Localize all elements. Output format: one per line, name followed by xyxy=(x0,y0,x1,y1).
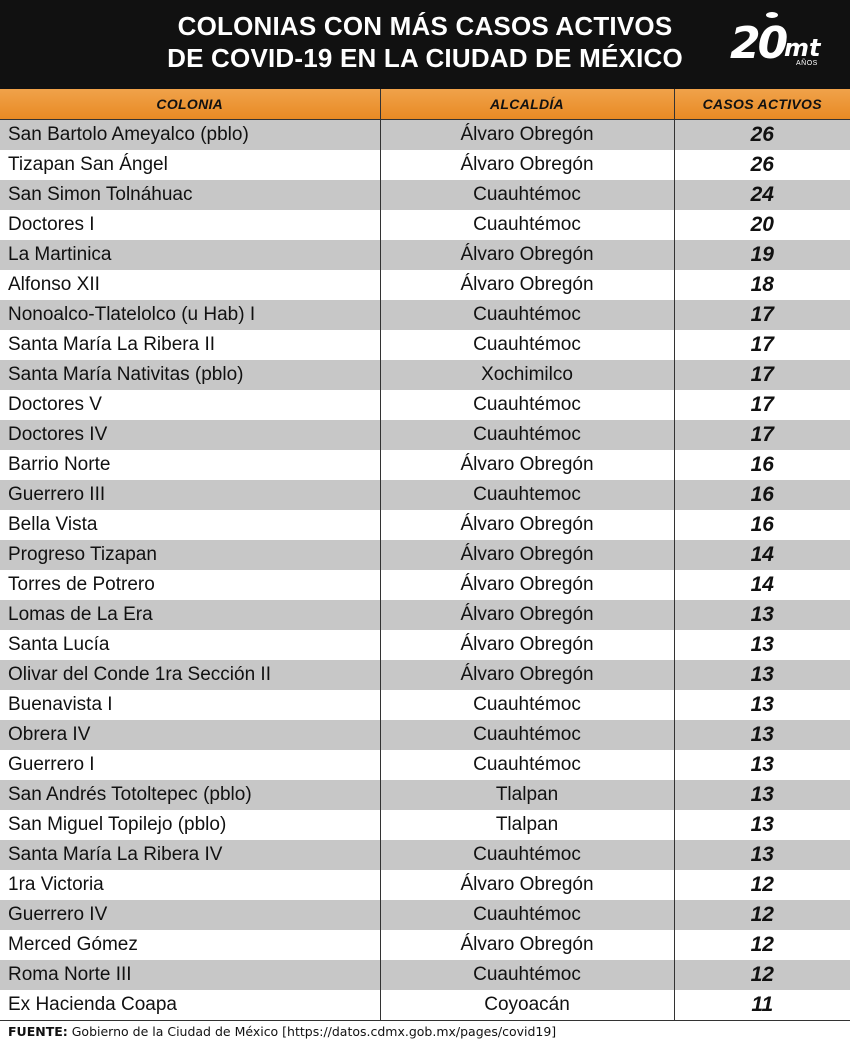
table-row xyxy=(0,900,850,930)
header-casos-activos: CASOS ACTIVOS xyxy=(674,89,850,120)
cell-casos-activos: 20 xyxy=(674,210,850,240)
cell-alcaldia: Álvaro Obregón xyxy=(380,450,674,480)
header-colonia: COLONIA xyxy=(0,89,380,120)
table-row xyxy=(0,270,850,300)
logo-text: mt xyxy=(784,34,821,62)
header-alcaldia: ALCALDÍA xyxy=(380,89,674,120)
table-row xyxy=(0,720,850,750)
cell-casos-activos: 13 xyxy=(674,720,850,750)
table-row xyxy=(0,300,850,330)
cell-colonia: Santa María La Ribera II xyxy=(0,330,380,360)
table-row xyxy=(0,630,850,660)
cell-alcaldia: Cuauhtemoc xyxy=(380,480,674,510)
cell-colonia: Torres de Potrero xyxy=(0,570,380,600)
cell-alcaldia: Cuauhtémoc xyxy=(380,330,674,360)
title-line-1: COLONIAS CON MÁS CASOS ACTIVOS xyxy=(177,11,673,41)
cell-colonia: Buenavista I xyxy=(0,690,380,720)
cell-alcaldia: Cuauhtémoc xyxy=(380,900,674,930)
table-row xyxy=(0,480,850,510)
cell-alcaldia: Cuauhtémoc xyxy=(380,690,674,720)
cell-casos-activos: 24 xyxy=(674,180,850,210)
cell-casos-activos: 17 xyxy=(674,420,850,450)
table-row xyxy=(0,210,850,240)
cell-casos-activos: 12 xyxy=(674,960,850,990)
cell-alcaldia: Cuauhtémoc xyxy=(380,750,674,780)
cell-colonia: Bella Vista xyxy=(0,510,380,540)
table-row xyxy=(0,570,850,600)
title-line-2: DE COVID-19 EN LA CIUDAD DE MÉXICO xyxy=(167,43,683,73)
cell-colonia: San Andrés Totoltepec (pblo) xyxy=(0,780,380,810)
cell-casos-activos: 26 xyxy=(674,120,850,150)
cell-alcaldia: Álvaro Obregón xyxy=(380,630,674,660)
cell-casos-activos: 18 xyxy=(674,270,850,300)
cell-alcaldia: Tlalpan xyxy=(380,780,674,810)
cell-casos-activos: 16 xyxy=(674,480,850,510)
cell-alcaldia: Álvaro Obregón xyxy=(380,870,674,900)
cell-colonia: Santa María La Ribera IV xyxy=(0,840,380,870)
table-row xyxy=(0,540,850,570)
page-title xyxy=(0,10,850,74)
cell-colonia: Nonoalco-Tlatelolco (u Hab) I xyxy=(0,300,380,330)
table-row xyxy=(0,840,850,870)
cell-colonia: La Martinica xyxy=(0,240,380,270)
table-row xyxy=(0,390,850,420)
table-row xyxy=(0,510,850,540)
cell-colonia: Guerrero I xyxy=(0,750,380,780)
cell-colonia: Alfonso XII xyxy=(0,270,380,300)
cell-alcaldia: Álvaro Obregón xyxy=(380,930,674,960)
cell-colonia: Barrio Norte xyxy=(0,450,380,480)
cell-casos-activos: 16 xyxy=(674,510,850,540)
table-row xyxy=(0,600,850,630)
cell-casos-activos: 13 xyxy=(674,690,850,720)
cell-alcaldia: Álvaro Obregón xyxy=(380,240,674,270)
logo-sub: AÑOS xyxy=(796,60,818,67)
cell-casos-activos: 11 xyxy=(674,990,850,1020)
cell-alcaldia: Cuauhtémoc xyxy=(380,420,674,450)
cell-casos-activos: 13 xyxy=(674,750,850,780)
cell-colonia: Roma Norte III xyxy=(0,960,380,990)
table-body xyxy=(0,120,850,1020)
table-row xyxy=(0,810,850,840)
cell-colonia: Progreso Tizapan xyxy=(0,540,380,570)
cell-alcaldia: Álvaro Obregón xyxy=(380,660,674,690)
cell-colonia: Ex Hacienda Coapa xyxy=(0,990,380,1020)
table-row xyxy=(0,240,850,270)
table-row xyxy=(0,330,850,360)
table-row xyxy=(0,120,850,150)
cell-casos-activos: 17 xyxy=(674,390,850,420)
cell-alcaldia: Álvaro Obregón xyxy=(380,510,674,540)
cell-colonia: Santa Lucía xyxy=(0,630,380,660)
cell-casos-activos: 13 xyxy=(674,840,850,870)
cell-casos-activos: 17 xyxy=(674,360,850,390)
table-row xyxy=(0,870,850,900)
cell-casos-activos: 13 xyxy=(674,600,850,630)
cell-casos-activos: 12 xyxy=(674,870,850,900)
cell-alcaldia: Cuauhtémoc xyxy=(380,300,674,330)
cell-casos-activos: 14 xyxy=(674,540,850,570)
cell-alcaldia: Cuauhtémoc xyxy=(380,390,674,420)
cell-colonia: San Miguel Topilejo (pblo) xyxy=(0,810,380,840)
cell-casos-activos: 12 xyxy=(674,900,850,930)
cell-alcaldia: Álvaro Obregón xyxy=(380,150,674,180)
cell-alcaldia: Cuauhtémoc xyxy=(380,720,674,750)
cell-colonia: San Simon Tolnáhuac xyxy=(0,180,380,210)
cell-colonia: Obrera IV xyxy=(0,720,380,750)
cell-alcaldia: Tlalpan xyxy=(380,810,674,840)
cell-colonia: Lomas de La Era xyxy=(0,600,380,630)
cell-casos-activos: 13 xyxy=(674,780,850,810)
cell-alcaldia: Álvaro Obregón xyxy=(380,570,674,600)
source-text: Gobierno de la Ciudad de México [https://datos.cdmx.gob.mx/pages/covid19] xyxy=(67,1024,557,1039)
cell-alcaldia: Coyoacán xyxy=(380,990,674,1020)
table-row xyxy=(0,930,850,960)
cell-casos-activos: 13 xyxy=(674,810,850,840)
table-row xyxy=(0,450,850,480)
table-row xyxy=(0,180,850,210)
cases-table xyxy=(0,89,850,1020)
cell-alcaldia: Cuauhtémoc xyxy=(380,960,674,990)
cell-casos-activos: 13 xyxy=(674,660,850,690)
cell-alcaldia: Cuauhtémoc xyxy=(380,180,674,210)
cell-casos-activos: 13 xyxy=(674,630,850,660)
table-row xyxy=(0,990,850,1020)
cell-alcaldia: Álvaro Obregón xyxy=(380,540,674,570)
source-label: FUENTE: xyxy=(8,1024,68,1039)
cell-casos-activos: 26 xyxy=(674,150,850,180)
cell-colonia: Santa María Nativitas (pblo) xyxy=(0,360,380,390)
cell-alcaldia: Álvaro Obregón xyxy=(380,600,674,630)
cell-colonia: Tizapan San Ángel xyxy=(0,150,380,180)
cell-alcaldia: Álvaro Obregón xyxy=(380,270,674,300)
header-banner xyxy=(0,0,850,89)
table-row xyxy=(0,660,850,690)
table-row xyxy=(0,780,850,810)
cell-colonia: San Bartolo Ameyalco (pblo) xyxy=(0,120,380,150)
cell-casos-activos: 14 xyxy=(674,570,850,600)
cell-colonia: Guerrero III xyxy=(0,480,380,510)
cell-alcaldia: Xochimilco xyxy=(380,360,674,390)
cell-casos-activos: 17 xyxy=(674,330,850,360)
table-row xyxy=(0,960,850,990)
cell-colonia: 1ra Victoria xyxy=(0,870,380,900)
table-row xyxy=(0,360,850,390)
cell-alcaldia: Cuauhtémoc xyxy=(380,840,674,870)
milenio-20-anos-logo xyxy=(730,12,830,76)
cell-colonia: Doctores IV xyxy=(0,420,380,450)
cell-colonia: Olivar del Conde 1ra Sección II xyxy=(0,660,380,690)
cell-casos-activos: 16 xyxy=(674,450,850,480)
cell-alcaldia: Álvaro Obregón xyxy=(380,120,674,150)
cell-casos-activos: 12 xyxy=(674,930,850,960)
cell-alcaldia: Cuauhtémoc xyxy=(380,210,674,240)
cell-colonia: Guerrero IV xyxy=(0,900,380,930)
cell-colonia: Doctores I xyxy=(0,210,380,240)
table-header-row xyxy=(0,89,850,120)
cell-casos-activos: 17 xyxy=(674,300,850,330)
logo-number: 20 xyxy=(730,18,786,69)
table-row xyxy=(0,750,850,780)
cell-colonia: Doctores V xyxy=(0,390,380,420)
table-row xyxy=(0,150,850,180)
source-footer xyxy=(0,1020,850,1045)
table-row xyxy=(0,420,850,450)
cell-casos-activos: 19 xyxy=(674,240,850,270)
table-row xyxy=(0,690,850,720)
cell-colonia: Merced Gómez xyxy=(0,930,380,960)
